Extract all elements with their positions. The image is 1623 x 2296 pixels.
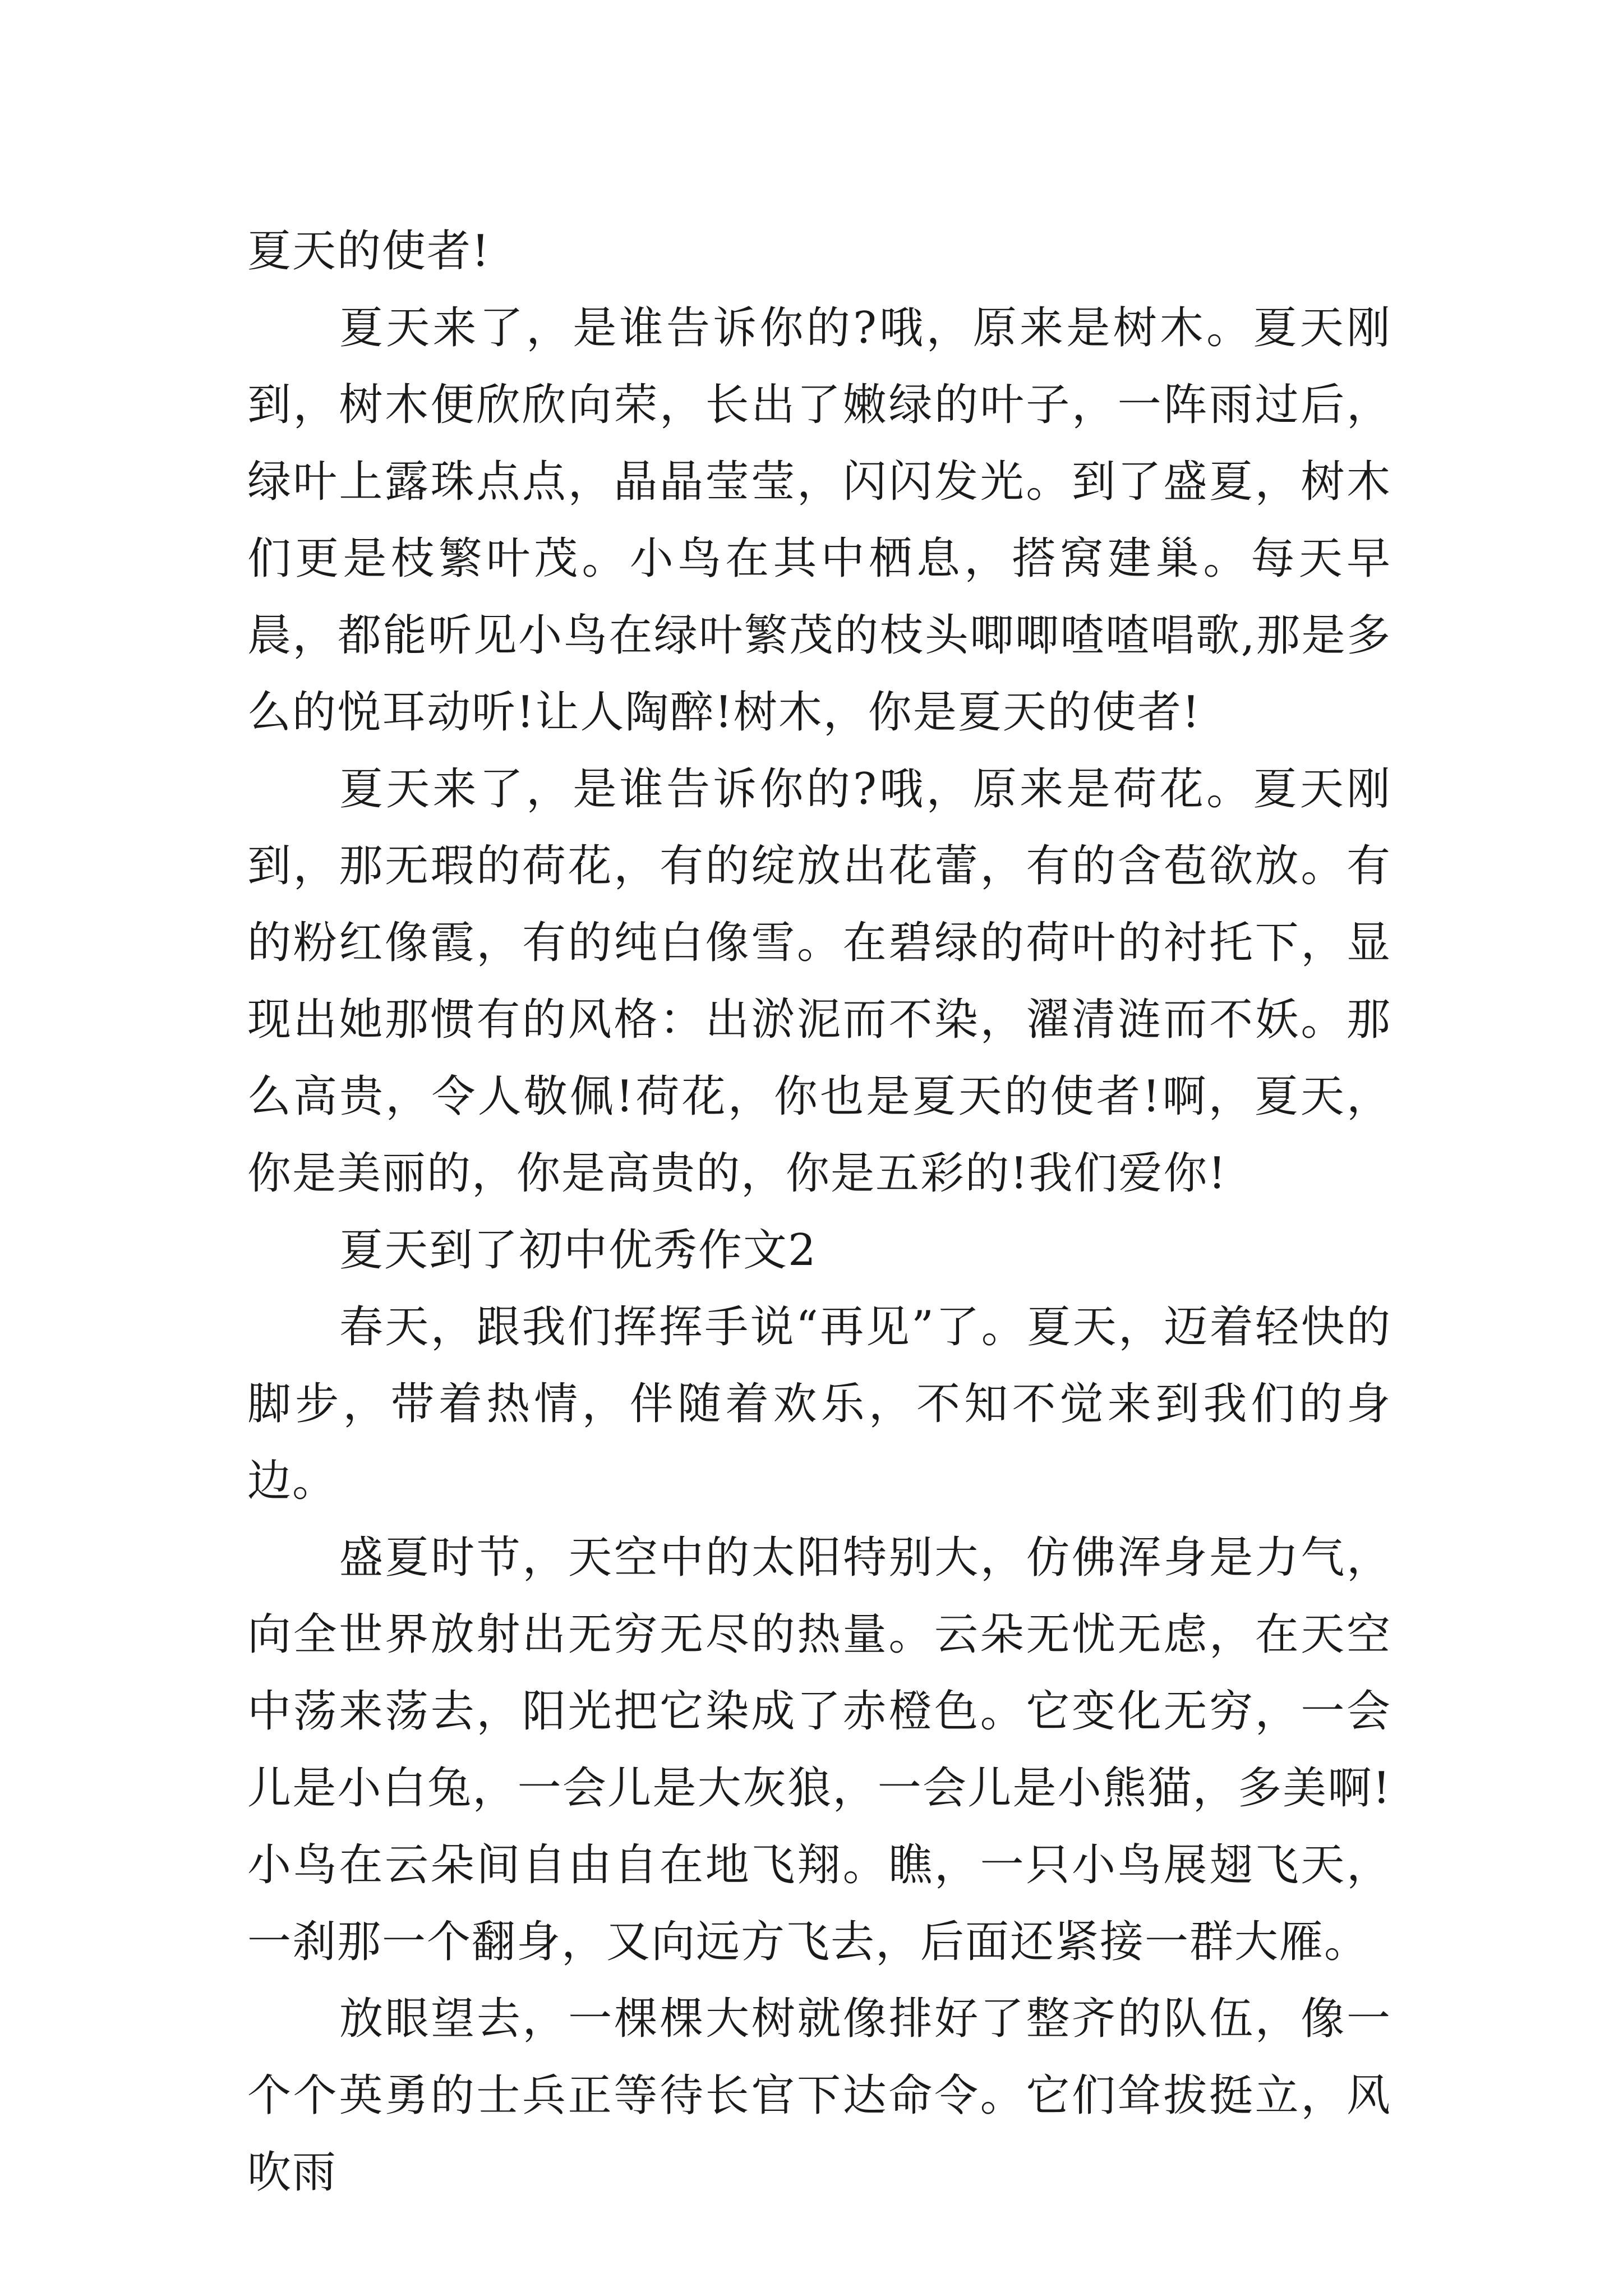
paragraph-spring-farewell: 春天，跟我们挥挥手说“再见”了。夏天，迈着轻快的脚步，带着热情，伴随着欢乐，不知不觉来到我们的身边。 xyxy=(247,1302,1391,1506)
article-body xyxy=(247,213,1391,2211)
paragraph-trees: 夏天来了，是谁告诉你的?哦，原来是树木。夏天刚到，树木便欣欣向荣，长出了嫩绿的叶子，一阵雨过后，绿叶上露珠点点，晶晶莹莹，闪闪发光。到了盛夏，树木们更是枝繁叶茂。小鸟在其中栖息，搭窝建巢。每天早晨，都能听见小鸟在绿叶繁茂的枝头唧唧喳喳唱歌,那是多么的悦耳动听!让人陶醉!树木，你是夏天的使者! xyxy=(247,303,1391,738)
essay-title-2: 夏天到了初中优秀作文2 xyxy=(339,1225,817,1276)
paragraph-lotus: 夏天来了，是谁告诉你的?哦，原来是荷花。夏天刚到，那无瑕的荷花，有的绽放出花蕾，有的含苞欲放。有的粉红像霞，有的纯白像雪。在碧绿的荷叶的衬托下，显现出她那惯有的风格：出淤泥而不染，濯清涟而不妖。那么高贵，令人敬佩!荷花，你也是夏天的使者!啊，夏天，你是美丽的，你是高贵的，你是五彩的!我们爱你! xyxy=(247,764,1391,1199)
paragraph-trees-soldiers: 放眼望去，一棵棵大树就像排好了整齐的队伍，像一个个英勇的士兵正等待长官下达命令。它们耸拔挺立，风吹雨 xyxy=(247,1994,1391,2198)
paragraph-midsummer-sky: 盛夏时节，天空中的太阳特别大，仿佛浑身是力气，向全世界放射出无穷无尽的热量。云朵无忧无虑，在天空中荡来荡去，阳光把它染成了赤橙色。它变化无穷，一会儿是小白兔，一会儿是大灰狼，一会儿是小熊猫，多美啊!小鸟在云朵间自由自在地飞翔。瞧，一只小鸟展翅飞天，一刹那一个翻身，又向远方飞去，后面还紧接一群大雁。 xyxy=(247,1533,1391,1967)
paragraph-continuation: 夏天的使者! xyxy=(247,226,491,277)
